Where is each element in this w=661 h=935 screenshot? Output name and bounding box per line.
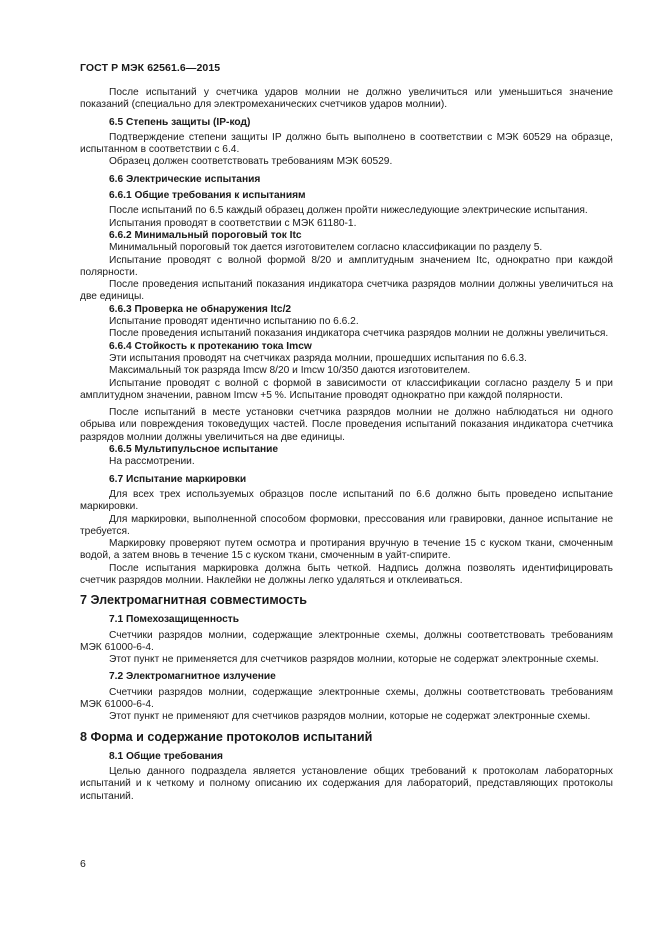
paragraph: Подтверждение степени защиты IP должно быть выполнено в соответствии с МЭК 60529 на образце, испытанном в соответствии с 6.4. [80, 131, 613, 156]
section-heading-6-6: 6.6 Электрические испытания [109, 173, 261, 185]
paragraph: Испытания проводят в соответствии с МЭК 61180-1. [109, 217, 357, 229]
paragraph: Испытание проводят с волной с формой в зависимости от классификации согласно разделу 5 и при амплитудном значении, равном Imcw +5 %. Испытание проводят однократно при каждой полярности. [80, 377, 613, 401]
section-heading-6-6-5: 6.6.5 Мультипульсное испытание [109, 444, 279, 456]
paragraph: Минимальный пороговый ток дается изготовителем согласно классификации по разделу 5. [109, 242, 543, 254]
paragraph: Целью данного подраздела является установление общих требований к протоколам лабораторных испытаний и к четкому и полному описанию их содержания для лабораторий, представляющих протоколы испытаний. [80, 765, 613, 802]
section-heading-8: 8 Форма и содержание протоколов испытаний [80, 729, 373, 744]
paragraph: Для маркировки, выполненной способом формовки, прессования или гравировки, данное испытание не требуется. [80, 513, 613, 537]
paragraph: Счетчики разрядов молнии, содержащие электронные схемы, должны соответствовать требованиям МЭК 61000-6-4. [80, 629, 613, 653]
paragraph: На рассмотрении. [109, 456, 195, 468]
page-body [80, 87, 613, 803]
paragraph: Маркировку проверяют путем осмотра и протирания вручную в течение 15 с куском ткани, смоченным водой, а затем вновь в течение 15 с куском ткани, смоченным в уайт-спирите. [80, 538, 613, 562]
paragraph: Счетчики разрядов молнии, содержащие электронные схемы, должны соответствовать требованиям МЭК 61000-6-4. [80, 686, 613, 711]
paragraph: Образец должен соответствовать требованиям МЭК 60529. [109, 156, 393, 168]
section-heading-6-6-2: 6.6.2 Минимальный пороговый ток Itc [109, 229, 302, 241]
section-heading-6-6-3: 6.6.3 Проверка не обнаружения Itc/2 [109, 303, 292, 315]
section-heading-6-5: 6.5 Степень защиты (IP-код) [109, 116, 251, 128]
paragraph: Испытание проводят идентично испытанию по 6.6.2. [109, 316, 359, 328]
paragraph: После проведения испытаний показания индикатора счетчика разрядов молнии не должны увеличиться. [109, 328, 609, 340]
section-heading-6-7: 6.7 Испытание маркировки [109, 473, 247, 485]
paragraph: После испытаний в месте установки счетчика разрядов молнии не должно наблюдаться ни одного обрыва или повреждения токоведущих частей. После проведения испытаний показания индикатора счетчика разрядов молнии должны увеличиться на две единицы. [80, 407, 613, 443]
paragraph: Максимальный ток разряда Imcw 8/20 и Imcw 10/350 даются изготовителем. [109, 365, 471, 377]
section-heading-6-6-4: 6.6.4 Стойкость к протеканию тока Imcw [109, 340, 312, 352]
section-heading-7-2: 7.2 Электромагнитное излучение [109, 671, 276, 683]
paragraph: После проведения испытаний показания индикатора счетчика разрядов молнии должны увеличиться на две единицы. [80, 279, 613, 303]
paragraph: Эти испытания проводят на счетчиках разряда молнии, прошедших испытания по 6.6.3. [109, 352, 527, 364]
paragraph: Этот пункт не применяют для счетчиков разрядов молнии, которые не содержат электронные схемы. [109, 711, 591, 723]
paragraph: Испытание проводят с волной формой 8/20 и амплитудным значением Itc, однократно при каждой полярности. [80, 254, 613, 278]
section-heading-7: 7 Электромагнитная совместимость [80, 593, 307, 608]
section-heading-6-6-1: 6.6.1 Общие требования к испытаниям [109, 190, 306, 202]
paragraph: После испытаний у счетчика ударов молнии не должно увеличиться или уменьшиться значение показаний (специально для электромеханических счетчиков ударов молнии). [80, 87, 613, 111]
section-heading-8-1: 8.1 Общие требования [109, 750, 223, 762]
paragraph: Этот пункт не применяется для счетчиков разрядов молнии, которые не содержат электронные схемы. [109, 654, 599, 666]
document-header: ГОСТ Р МЭК 62561.6—2015 [80, 62, 221, 74]
section-heading-7-1: 7.1 Помехозащищенность [109, 614, 239, 626]
paragraph: После испытаний по 6.5 каждый образец должен пройти нижеследующие электрические испытания. [109, 205, 588, 217]
paragraph: Для всех трех используемых образцов после испытаний по 6.6 должно быть проведено испытание маркировки. [80, 488, 613, 513]
paragraph: После испытания маркировка должна быть четкой. Надпись должна позволять идентифицировать счетчик разрядов молнии. Наклейки не должны легко удаляться и отклеиваться. [80, 562, 613, 586]
page-number: 6 [80, 858, 86, 870]
